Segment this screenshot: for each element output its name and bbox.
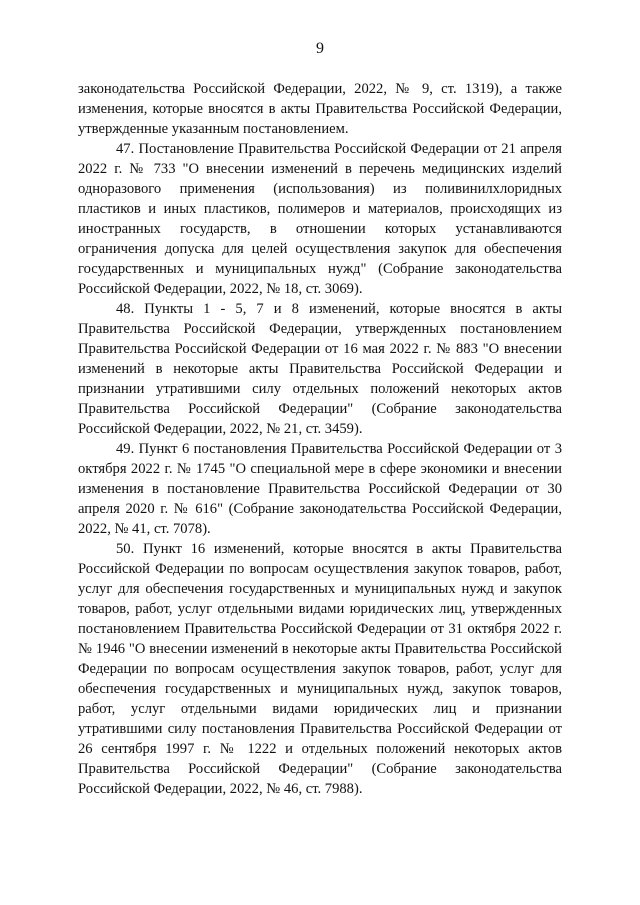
paragraph-item-50: 50. Пункт 16 изменений, которые вносятся в акты Правительства Российской Федерации по вопросам осуществления закупок товаров, работ, услуг для обеспечения государственных и муниципальных нужд и закупок товаров, работ, услуг отдельными видами юридических лиц, утвержденных постановлением Правительства Российской Федерации от 31 октября 2022 г. № 1946 "О внесении изменений в некоторые акты Правительства Российской Федерации по вопросам осуществления закупок товаров, работ, услуг для обеспечения государственных и муниципальных нужд, закупок товаров, работ, услуг отдельными видами юридических лиц и признании утратившими силу постановления Правительства Российской Федерации от 26 сентября 1997 г. № 1222 и отдельных положений некоторых актов Правительства Российской Федерации" (Собрание законодательства Российской Федерации, 2022, № 46, ст. 7988).: [78, 541, 562, 797]
paragraph-continuation: законодательства Российской Федерации, 2022, № 9, ст. 1319), а также изменения, которые вносятся в акты Правительства Российской Федерации, утвержденные указанным постановлением.: [78, 81, 562, 137]
page-number: 9: [316, 40, 324, 57]
paragraph-item-48: 48. Пункты 1 - 5, 7 и 8 изменений, которые вносятся в акты Правительства Российской Федерации, утвержденных постановлением Правительства Российской Федерации от 16 мая 2022 г. № 883 "О внесении изменений в некоторые акты Правительства Российской Федерации и признании утратившими силу отдельных положений некоторых актов Правительства Российской Федерации" (Собрание законодательства Российской Федерации, 2022, № 21, ст. 3459).: [78, 301, 562, 437]
paragraph-item-49: 49. Пункт 6 постановления Правительства Российской Федерации от 3 октября 2022 г. № 1745 "О специальной мере в сфере экономики и внесении изменения в постановление Правительства Российской Федерации от 30 апреля 2020 г. № 616" (Собрание законодательства Российской Федерации, 2022, № 41, ст. 7078).: [78, 441, 562, 537]
document-body: [78, 79, 562, 799]
paragraph-item-47: 47. Постановление Правительства Российской Федерации от 21 апреля 2022 г. № 733 "О внесении изменений в перечень медицинских изделий одноразового применения (использования) из поливинилхлоридных пластиков и иных пластиков, полимеров и материалов, происходящих из иностранных государств, в отношении которых устанавливаются ограничения допуска для целей осуществления закупок для обеспечения государственных и муниципальных нужд" (Собрание законодательства Российской Федерации, 2022, № 18, ст. 3069).: [78, 141, 562, 297]
